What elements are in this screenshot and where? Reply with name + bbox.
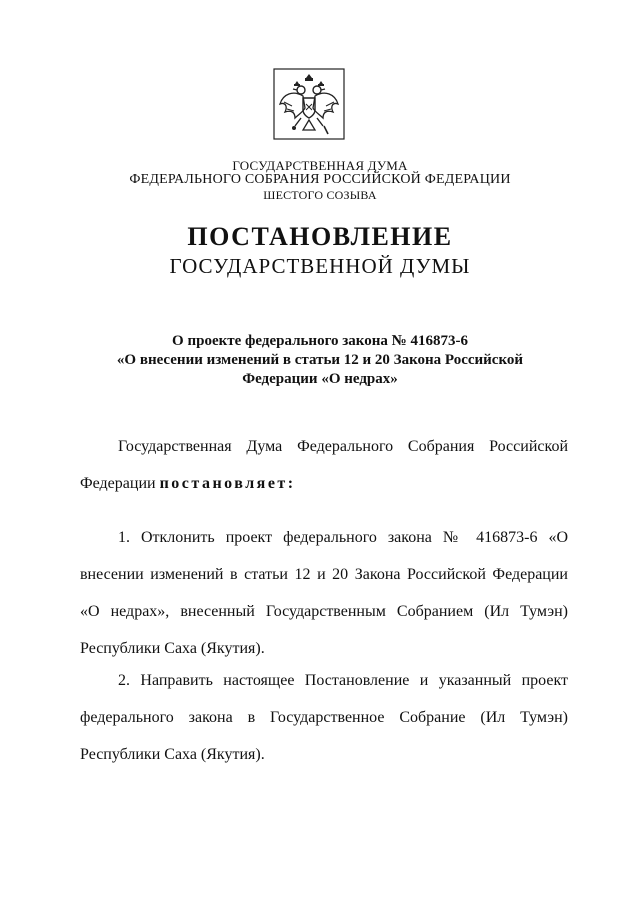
document-title: ПОСТАНОВЛЕНИЕ: [187, 222, 453, 251]
issuer-line-2: ФЕДЕРАЛЬНОГО СОБРАНИЯ РОССИЙСКОЙ ФЕДЕРАЦИИ: [129, 172, 511, 187]
russian-coat-of-arms-icon: [273, 68, 345, 140]
document-subtitle: ГОСУДАРСТВЕННОЙ ДУМЫ: [169, 254, 471, 278]
intro-paragraph: [80, 428, 568, 502]
subject-line-1: О проекте федерального закона № 416873-6: [172, 333, 468, 349]
intro-text: Государственная Дума Федерального Собрания Российской Федерации: [80, 438, 568, 492]
subject-line-3: Федерации «О недрах»: [242, 371, 398, 387]
document-subject: [90, 332, 550, 389]
issuer-line-1: ГОСУДАРСТВЕННАЯ ДУМА: [232, 158, 408, 173]
subject-line-2: «О внесении изменений в статьи 12 и 20 Закона Российской: [116, 352, 524, 368]
resolution-item-2: 2. Направить настоящее Постановление и указанный проект федерального закона в Государственное Собрание (Ил Тумэн) Республики Саха (Якутия).: [80, 672, 568, 763]
resolution-item-1: 1. Отклонить проект федерального закона № 416873-6 «О внесении изменений в статьи 12 и 20 Закона Российской Федерации «О недрах», внесенный Государственным Собранием (Ил Тумэн) Республики Саха (Якутия).: [80, 529, 568, 657]
issuer-line-3: ШЕСТОГО СОЗЫВА: [263, 188, 377, 202]
intro-keyword: постановляет:: [159, 475, 296, 492]
